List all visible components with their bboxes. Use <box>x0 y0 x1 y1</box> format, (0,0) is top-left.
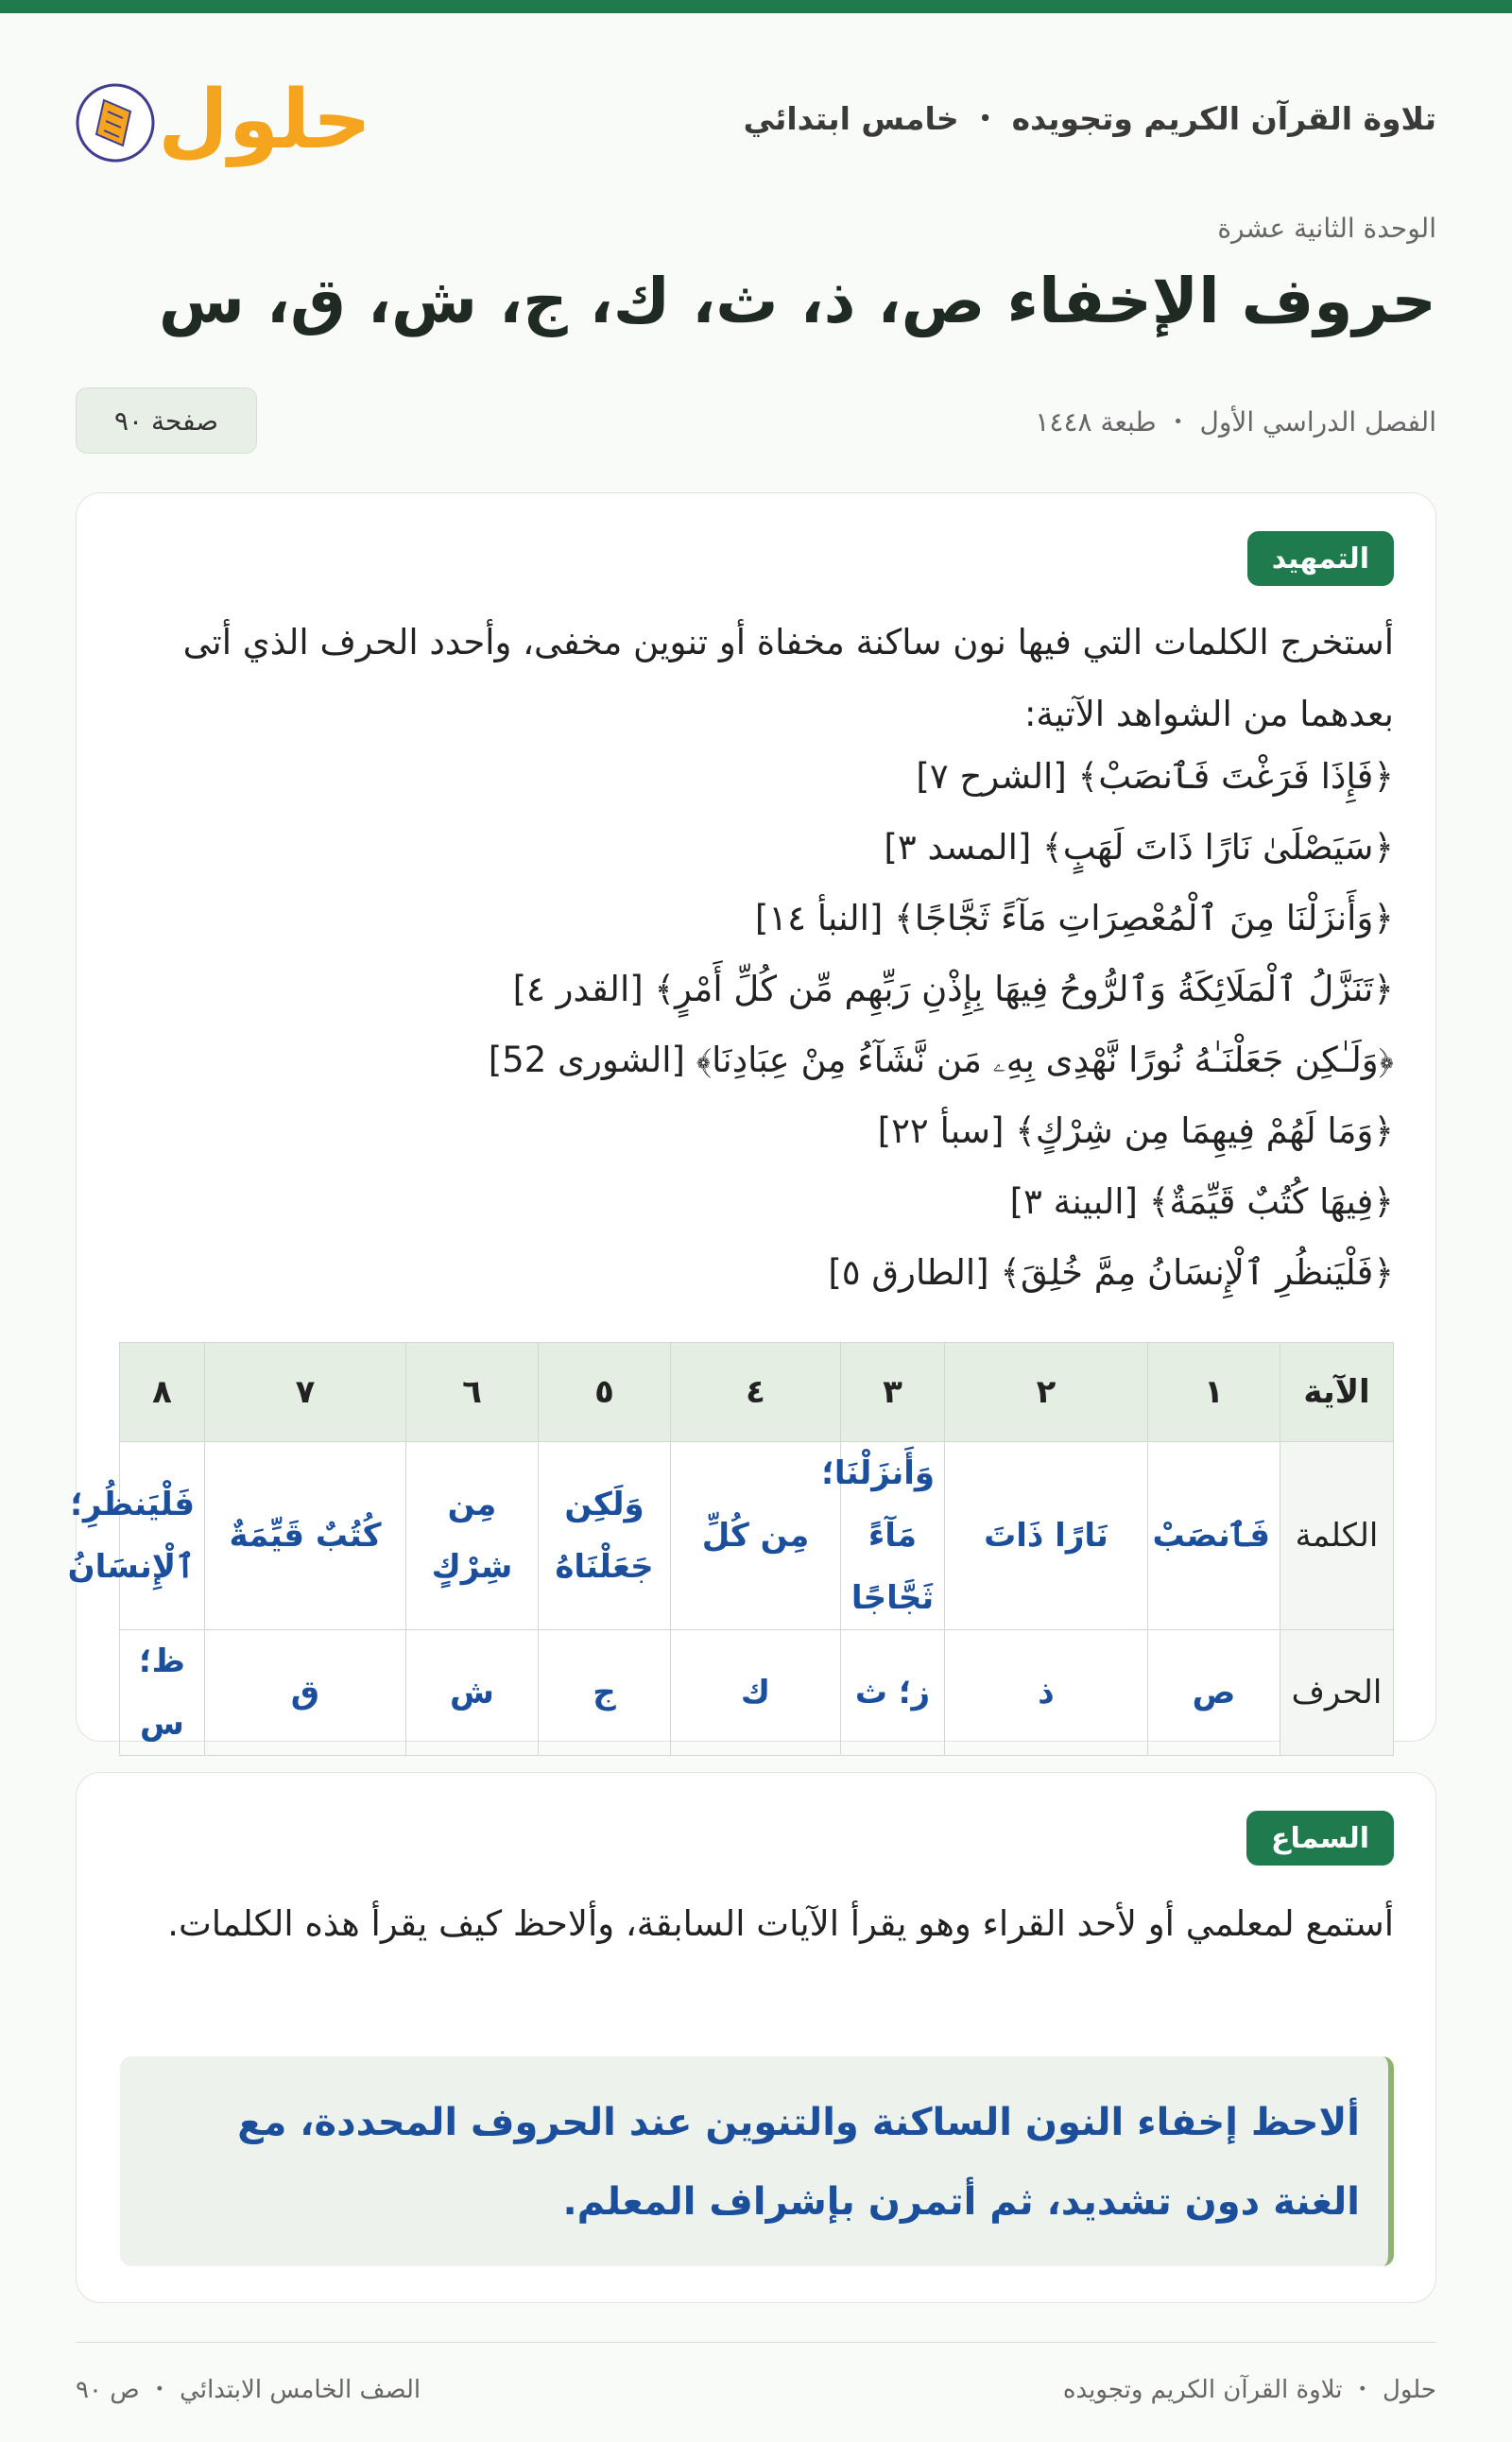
word-cell: وَأَنزَلْنَا؛ مَآءً ثَجَّاجًا <box>841 1442 945 1630</box>
verse-item: ﴿تَنَزَّلُ ٱلْمَلَائِكَةُ وَٱلرُّوحُ فِيهَا بِإِذْنِ رَبِّهِم مِّن كُلِّ أَمْرٍ﴾ [القدر ٤] <box>512 969 1394 1009</box>
intro-instruction: أستخرج الكلمات التي فيها نون ساكنة مخفاة أو تنوين مخفى، وأحدد الحرف الذي أتى بعدهما من الشواهد الآتية: <box>182 622 1394 734</box>
verse-item: ﴿وَمَا لَهُمْ فِيهِمَا مِن شِرْكٍ﴾ [سبأ ٢٢] <box>877 1110 1394 1151</box>
word-cell: نَارًا ذَاتَ <box>945 1442 1148 1630</box>
footer-divider <box>76 2342 1436 2343</box>
letter-cell: ظ؛ س <box>120 1630 205 1756</box>
letter-cell: ق <box>205 1630 406 1756</box>
letter-cell: ص <box>1148 1630 1280 1756</box>
table-header-label: الآية <box>1280 1343 1394 1442</box>
table-header-cell: ٥ <box>539 1343 671 1442</box>
letter-cell: ذ <box>945 1630 1148 1756</box>
word-cell: فَلْيَنظُرِ؛ ٱلْإِنسَانُ <box>120 1442 205 1630</box>
letter-cell: ز؛ ث <box>841 1630 945 1756</box>
table-row <box>120 1442 1394 1630</box>
top-accent-bar <box>0 0 1512 13</box>
word-cell: وَلَكِن جَعَلْنَاهُ <box>539 1442 671 1630</box>
word-cell: كُتُبٌ قَيِّمَةٌ <box>205 1442 406 1630</box>
lesson-meta: الفصل الدراسي الأول ・ طبعة ١٤٤٨ <box>1035 406 1436 438</box>
listening-card <box>76 1772 1436 2303</box>
intro-card <box>67 492 1436 1743</box>
verse-item: ﴿وَأَنزَلْنَا مِنَ ٱلْمُعْصِرَاتِ مَآءً ثَجَّاجًا﴾ [النبأ ١٤] <box>754 898 1394 938</box>
table-header-cell: ١ <box>1148 1343 1280 1442</box>
brand-logo <box>76 64 371 168</box>
verse-list <box>128 741 1394 1308</box>
table-header-cell: ٤ <box>671 1343 841 1442</box>
table-header-row <box>120 1343 1394 1442</box>
answers-table <box>67 1342 1394 1756</box>
word-cell: مِن شِرْكٍ <box>406 1442 539 1630</box>
word-cell: فَٱنصَبْ <box>1148 1442 1280 1630</box>
verse-item: ﴿وَلَـٰكِن جَعَلْنَـٰهُ نُورًا نَّهْدِى بِهِۦ مَن نَّشَآءُ مِنْ عِبَادِنَا﴾ [الشورى 52] <box>488 1040 1394 1080</box>
letter-cell: ش <box>406 1630 539 1756</box>
verse-item: ﴿فِيهَا كُتُبٌ قَيِّمَةٌ﴾ [البينة ٣] <box>1009 1181 1394 1222</box>
logo-text: حلول <box>158 73 371 167</box>
letter-row-label: الحرف <box>1280 1630 1394 1756</box>
table-header-cell: ٦ <box>406 1343 539 1442</box>
letter-cell: ك <box>671 1630 841 1756</box>
letter-cell: ج <box>539 1630 671 1756</box>
table-header-cell: ٣ <box>841 1343 945 1442</box>
book-title: تلاوة القرآن الكريم وتجويده ・ خامس ابتدائي <box>743 100 1436 137</box>
table-header-cell: ٨ <box>120 1343 205 1442</box>
footer-source: حلول ・ تلاوة القرآن الكريم وتجويده <box>1062 2376 1436 2404</box>
verse-item: ﴿فَإِذَا فَرَغْتَ فَٱنصَبْ﴾ [الشرح ٧] <box>916 756 1394 797</box>
intro-tag: التمهيد <box>1247 531 1394 586</box>
verse-item: ﴿سَيَصْلَىٰ نَارًا ذَاتَ لَهَبٍ﴾ [المسد ٣] <box>884 827 1394 868</box>
page-number-chip: صفحة ٩٠ <box>76 387 257 454</box>
table-header-cell: ٧ <box>205 1343 406 1442</box>
word-row-label: الكلمة <box>1280 1442 1394 1630</box>
listening-instruction: أستمع لمعلمي أو لأحد القراء وهو يقرأ الآيات السابقة، وألاحظ كيف يقرأ هذه الكلمات. <box>167 1903 1394 1944</box>
footer-page: الصف الخامس الابتدائي ・ ص ٩٠ <box>76 2376 421 2404</box>
table-row <box>120 1630 1394 1756</box>
word-cell: مِن كُلِّ <box>671 1442 841 1630</box>
lesson-title: حروف الإخفاء ص، ذ، ث، ك، ج، ش، ق، س <box>158 265 1436 337</box>
verse-item: ﴿فَلْيَنظُرِ ٱلْإِنسَانُ مِمَّ خُلِقَ﴾ [الطارق ٥] <box>828 1252 1394 1293</box>
listening-tag: السماع <box>1246 1811 1394 1866</box>
page-header <box>76 57 1436 180</box>
table-header-cell: ٢ <box>945 1343 1148 1442</box>
note-callout: ألاحظ إخفاء النون الساكنة والتنوين عند الحروف المحددة، مع الغنة دون تشديد، ثم أتمرن بإشراف المعلم. <box>120 2056 1394 2266</box>
unit-label: الوحدة الثانية عشرة <box>1217 213 1436 244</box>
